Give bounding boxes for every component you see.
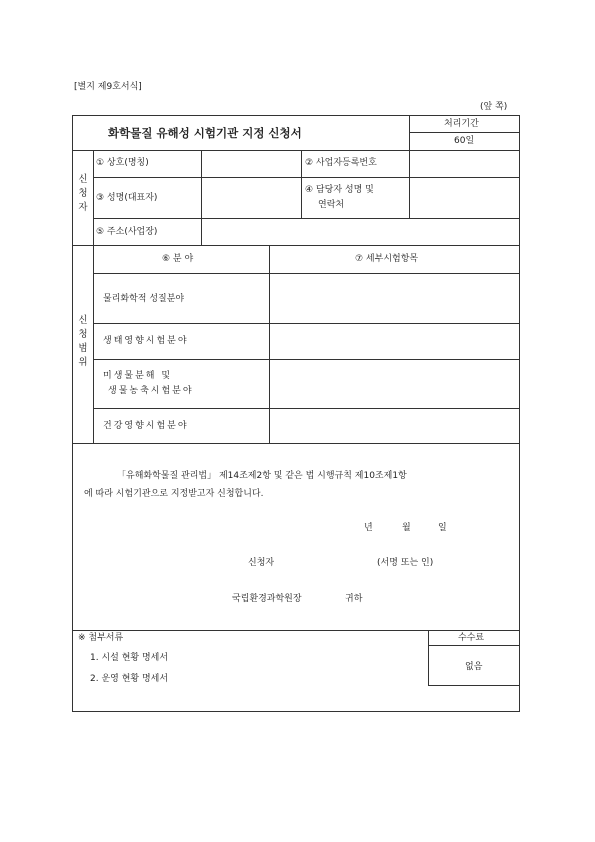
recipient: 국립환경과학원장 [232, 594, 302, 604]
declaration-text: 「유해화학물질 관리법」 제14조제2항 및 같은 법 시행규칙 제10조제1항 [117, 471, 407, 481]
test-items-physicochemical-field[interactable] [270, 274, 519, 322]
date-month: 월 [402, 523, 411, 533]
address-field[interactable] [202, 219, 519, 244]
fee-label: 수수료 [458, 633, 485, 643]
declaration-text-line2: 에 따라 시험기관으로 지정받고자 신청합니다. [84, 489, 264, 499]
field-physicochemical: 물리화학적 성질분야 [103, 294, 185, 304]
company-name-field[interactable] [202, 151, 300, 176]
business-number-label: ② 사업자등록번호 [305, 158, 377, 168]
contact-person-field[interactable] [410, 178, 519, 217]
date-day: 일 [438, 523, 447, 533]
test-items-header: ⑦ 세부시험항목 [355, 254, 419, 264]
processing-period-value: 60일 [454, 136, 475, 146]
contact-person-label: ④ 담당자 성명 및 [305, 185, 374, 195]
recipient-honorific: 귀하 [345, 594, 363, 604]
scope-section-label: 신 청 범 위 [78, 315, 88, 368]
field-biodegradation: 미생물분해 및 [103, 371, 173, 381]
test-items-biodegradation-field[interactable] [270, 360, 519, 407]
fee-value: 없음 [465, 662, 483, 672]
form-number-label: [별지 제9호서식] [74, 82, 142, 92]
test-items-health-field[interactable] [270, 409, 519, 442]
field-ecological: 생태영향시험분야 [103, 336, 189, 346]
representative-name-label: ③ 성명(대표자) [96, 193, 158, 203]
page-side-label: (앞 쪽) [480, 102, 508, 112]
signature-note: (서명 또는 인) [377, 558, 434, 568]
contact-person-label-line2: 연락처 [318, 200, 345, 210]
applicant-section-label: 신 청 자 [78, 174, 88, 213]
form-title: 화학물질 유해성 시험기관 지정 신청서 [108, 126, 302, 140]
company-name-label: ① 상호(명칭) [96, 158, 149, 168]
address-label: ⑤ 주소(사업장) [96, 227, 158, 237]
field-bioaccumulation: 생물농축시험분야 [108, 386, 194, 396]
attachments-header: ※ 첨부서류 [78, 633, 124, 643]
test-items-ecological-field[interactable] [270, 324, 519, 358]
attachment-item: 1. 시설 현황 명세서 [90, 653, 169, 663]
field-health: 건강영향시험분야 [103, 421, 189, 431]
date-year: 년 [364, 523, 373, 533]
business-number-field[interactable] [410, 151, 519, 176]
processing-period-label: 처리기간 [444, 119, 479, 129]
applicant-signature-label: 신청자 [248, 558, 275, 568]
field-header: ⑥ 분 야 [162, 254, 194, 264]
attachment-item: 2. 운영 현황 명세서 [90, 674, 169, 684]
representative-name-field[interactable] [202, 178, 300, 217]
